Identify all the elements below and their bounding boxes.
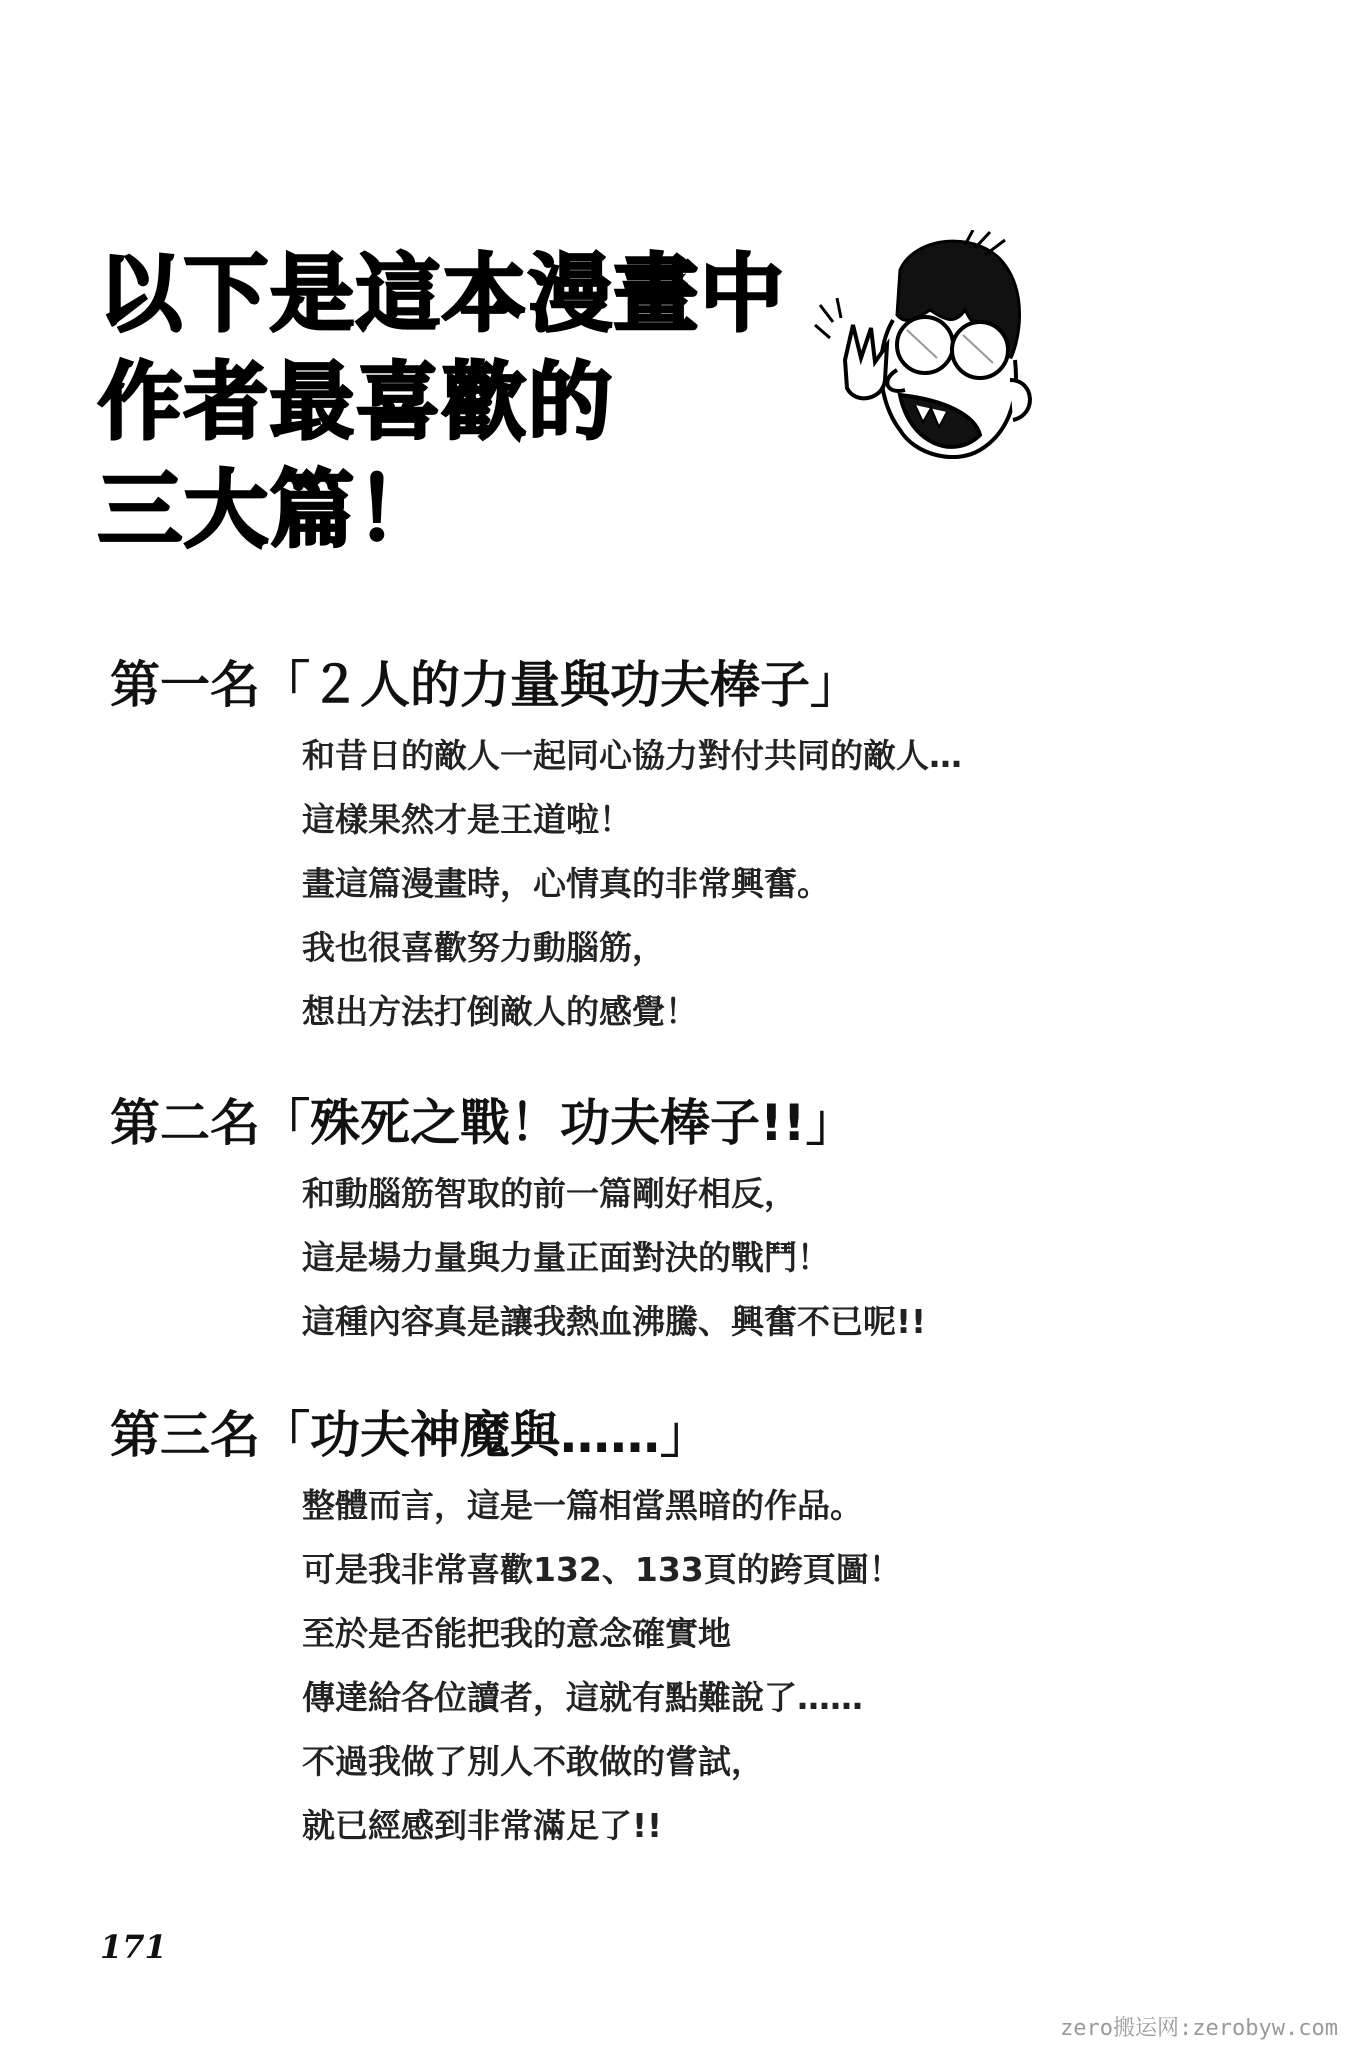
ranking-body xyxy=(302,1162,1260,1354)
ranking-line: 這是場力量與力量正面對決的戰鬥！ xyxy=(302,1238,830,1277)
ranking-line: 整體而言，這是一篇相當黑暗的作品。 xyxy=(302,1486,863,1525)
ranking-third xyxy=(110,1402,1260,1858)
ranking-line: 和昔日的敵人一起同心協力對付共同的敵人… xyxy=(302,736,962,775)
ranking-heading: 第二名「殊死之戰！功夫棒子!!」 xyxy=(110,1094,856,1152)
author-caricature-icon xyxy=(805,230,1065,500)
ranking-line: 這樣果然才是王道啦！ xyxy=(302,800,632,839)
ranking-line: 至於是否能把我的意念確實地 xyxy=(302,1614,731,1653)
ranking-heading: 第一名「２人的力量與功夫棒子」 xyxy=(110,656,860,714)
ranking-first xyxy=(110,652,1260,1044)
ranking-line: 想出方法打倒敵人的感覺！ xyxy=(302,992,698,1031)
ranking-line: 畫這篇漫畫時，心情真的非常興奮。 xyxy=(302,864,830,903)
ranking-line: 我也很喜歡努力動腦筋， xyxy=(302,928,665,967)
ranking-heading: 第三名「功夫神魔與……」 xyxy=(110,1406,710,1464)
ranking-body xyxy=(302,1474,1260,1858)
title-line-1: 以下是這本漫畫中 xyxy=(98,245,787,343)
ranking-line: 可是我非常喜歡132、133頁的跨頁圖！ xyxy=(302,1550,902,1589)
watermark: zero搬运网:zerobyw.com xyxy=(1060,2016,1338,2041)
ranking-line: 傳達給各位讀者，這就有點難說了…… xyxy=(302,1678,863,1717)
page-title xyxy=(98,240,838,564)
page-number: 171 xyxy=(100,1928,167,1966)
title-line-3: 三大篇！ xyxy=(98,461,443,559)
ranking-body xyxy=(302,724,1260,1044)
ranking-second xyxy=(110,1090,1260,1354)
ranking-line: 和動腦筋智取的前一篇剛好相反， xyxy=(302,1174,797,1213)
ranking-line: 這種內容真是讓我熱血沸騰、興奮不已呢!! xyxy=(302,1302,927,1341)
ranking-line: 就已經感到非常滿足了!! xyxy=(302,1806,663,1845)
ranking-line: 不過我做了別人不敢做的嘗試， xyxy=(302,1742,764,1781)
title-line-2: 作者最喜歡的 xyxy=(98,353,615,451)
